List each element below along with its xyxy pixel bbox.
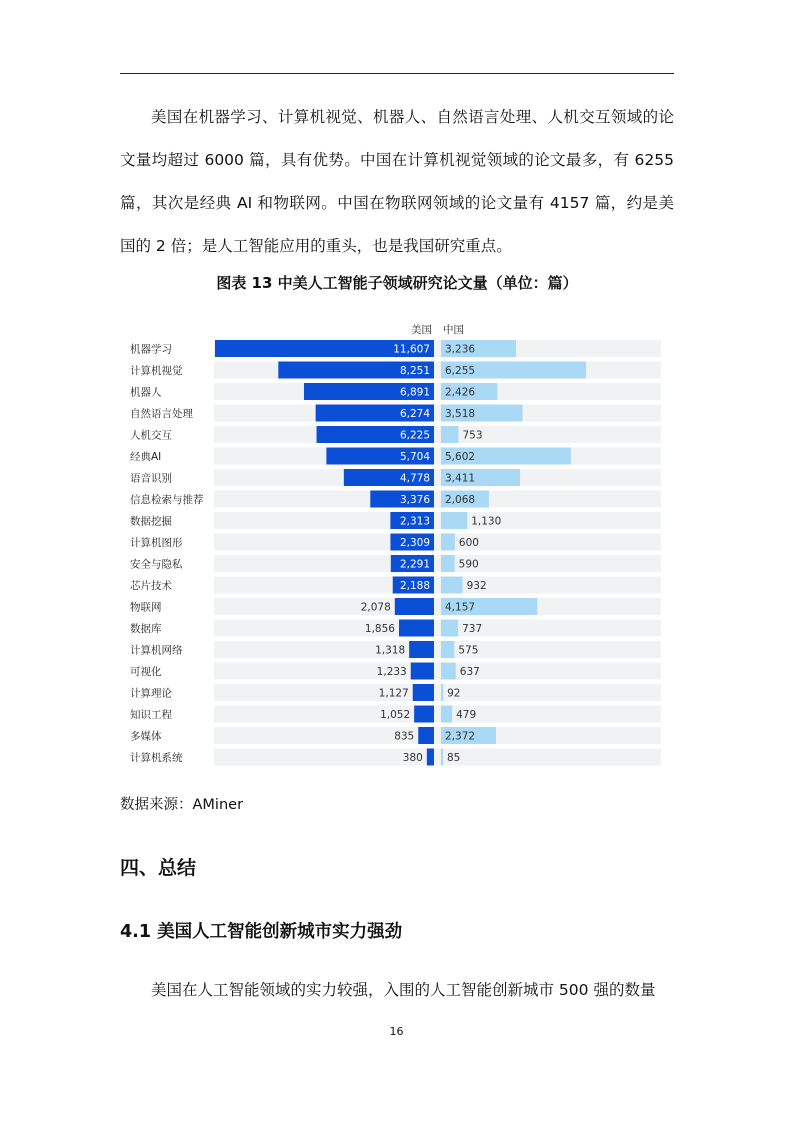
value-label-usa: 4,778	[399, 472, 430, 485]
value-label-china: 753	[462, 429, 483, 442]
header-rule	[120, 73, 674, 74]
category-label: 知识工程	[130, 709, 172, 721]
page-number: 16	[389, 1025, 404, 1038]
row-background	[214, 469, 661, 486]
bar-usa	[427, 749, 434, 766]
body-paragraph-1: 美国在机器学习、计算机视觉、机器人、自然语言处理、人机交互领域的论文量均超过 6000 篇，具有优势。中国在计算机视觉领域的论文最多，有 6255 篇，其次是经典 AI 和物联网。中国在物联网领域的论文量有 4157 篇，约是美国的 2 倍；是人工智能应用的重头，也是我国研究重点。	[120, 108, 674, 255]
bar-china	[441, 555, 455, 572]
value-label-china: 1,130	[471, 515, 502, 528]
value-label-china: 637	[459, 666, 480, 678]
bar-usa	[414, 706, 434, 723]
row-background	[214, 534, 661, 551]
value-label-usa: 6,891	[399, 386, 430, 399]
category-label: 信息检索与推荐	[130, 494, 204, 506]
value-label-china: 3,236	[445, 343, 476, 356]
legend-usa: 美国	[411, 324, 432, 336]
value-label-usa: 1,233	[376, 666, 407, 678]
value-label-usa: 2,309	[399, 537, 430, 549]
bar-usa	[418, 727, 434, 744]
row-background	[214, 448, 661, 465]
value-label-usa: 1,318	[375, 644, 406, 657]
value-label-china: 3,518	[445, 408, 476, 420]
category-label: 多媒体	[130, 730, 162, 743]
category-label: 计算机图形	[130, 537, 183, 549]
value-label-china: 600	[458, 537, 479, 549]
value-label-usa: 5,704	[399, 451, 430, 463]
bar-usa	[395, 598, 434, 615]
bar-china	[441, 534, 455, 551]
row-background	[214, 512, 661, 529]
value-label-china: 590	[458, 558, 479, 571]
value-label-china: 2,372	[445, 730, 476, 743]
category-label: 计算机视觉	[130, 365, 183, 377]
category-label: 机器人	[130, 386, 162, 399]
value-label-china: 2,426	[445, 386, 476, 399]
row-background	[214, 383, 661, 400]
row-background	[214, 491, 661, 508]
value-label-china: 575	[458, 644, 479, 657]
bar-usa	[411, 663, 434, 680]
bar-china	[441, 426, 458, 443]
row-background	[214, 555, 661, 572]
value-label-usa: 8,251	[399, 365, 430, 377]
bar-usa	[409, 641, 434, 658]
bar-china	[441, 749, 443, 766]
category-label: 经典AI	[130, 451, 162, 463]
bar-usa	[413, 684, 434, 701]
value-label-usa: 6,225	[399, 429, 430, 442]
value-label-china: 5,602	[445, 451, 476, 463]
value-label-usa: 380	[402, 752, 423, 764]
value-label-usa: 2,188	[399, 580, 430, 592]
bar-china	[441, 512, 467, 529]
category-label: 数据库	[130, 623, 162, 635]
value-label-china: 6,255	[445, 365, 476, 377]
value-label-china: 3,411	[445, 472, 476, 485]
row-background	[214, 706, 661, 723]
row-background	[214, 598, 661, 615]
row-background	[214, 663, 661, 680]
value-label-china: 92	[447, 687, 461, 700]
paper-count-chart	[120, 318, 665, 770]
data-source: 数据来源：AMiner	[120, 797, 244, 813]
value-label-usa: 2,078	[360, 601, 391, 614]
category-label: 可视化	[130, 666, 162, 678]
value-label-usa: 3,376	[399, 494, 430, 506]
category-label: 物联网	[130, 601, 162, 614]
category-label: 计算理论	[130, 687, 172, 700]
category-label: 人机交互	[130, 429, 172, 442]
category-label: 芯片技术	[130, 580, 172, 592]
value-label-usa: 1,127	[378, 687, 409, 700]
value-label-china: 4,157	[445, 601, 476, 614]
value-label-usa: 1,052	[380, 709, 411, 721]
bar-china	[441, 577, 463, 594]
category-label: 计算机网络	[130, 644, 183, 657]
value-label-usa: 6,274	[399, 408, 430, 420]
subsection-title: 4.1 美国人工智能创新城市实力强劲	[120, 922, 403, 942]
bar-china	[441, 663, 456, 680]
value-label-usa: 835	[394, 730, 415, 743]
value-label-china: 932	[466, 580, 487, 592]
legend-china: 中国	[443, 324, 464, 336]
value-label-china: 2,068	[445, 494, 476, 506]
bar-china	[441, 641, 454, 658]
category-label: 自然语言处理	[130, 408, 193, 420]
row-background	[214, 684, 661, 701]
category-label: 机器学习	[130, 343, 172, 356]
category-label: 语音识别	[130, 472, 172, 485]
category-label: 计算机系统	[130, 752, 183, 764]
value-label-china: 85	[446, 752, 461, 764]
section-title: 四、总结	[120, 857, 197, 879]
row-background	[214, 426, 661, 443]
bar-china	[441, 706, 452, 723]
value-label-usa: 2,291	[399, 558, 430, 571]
value-label-usa: 2,313	[399, 515, 430, 528]
bar-usa	[399, 620, 434, 637]
row-background	[214, 577, 661, 594]
body-paragraph-2: 美国在人工智能领域的实力较强，入围的人工智能创新城市 500 强的数量	[151, 981, 656, 999]
bar-china	[441, 684, 443, 701]
bar-china	[441, 620, 458, 637]
category-label: 数据挖掘	[130, 515, 172, 528]
row-background	[214, 405, 661, 422]
value-label-china: 479	[456, 709, 477, 721]
row-background	[214, 727, 661, 744]
row-background	[214, 641, 661, 658]
category-label: 安全与隐私	[130, 558, 183, 571]
value-label-china: 737	[462, 623, 483, 635]
row-background	[214, 620, 661, 637]
figure-caption: 图表 13 中美人工智能子领域研究论文量（单位：篇）	[216, 274, 578, 292]
value-label-usa: 1,856	[364, 623, 395, 635]
value-label-usa: 11,607	[393, 343, 430, 356]
row-background	[214, 749, 661, 766]
